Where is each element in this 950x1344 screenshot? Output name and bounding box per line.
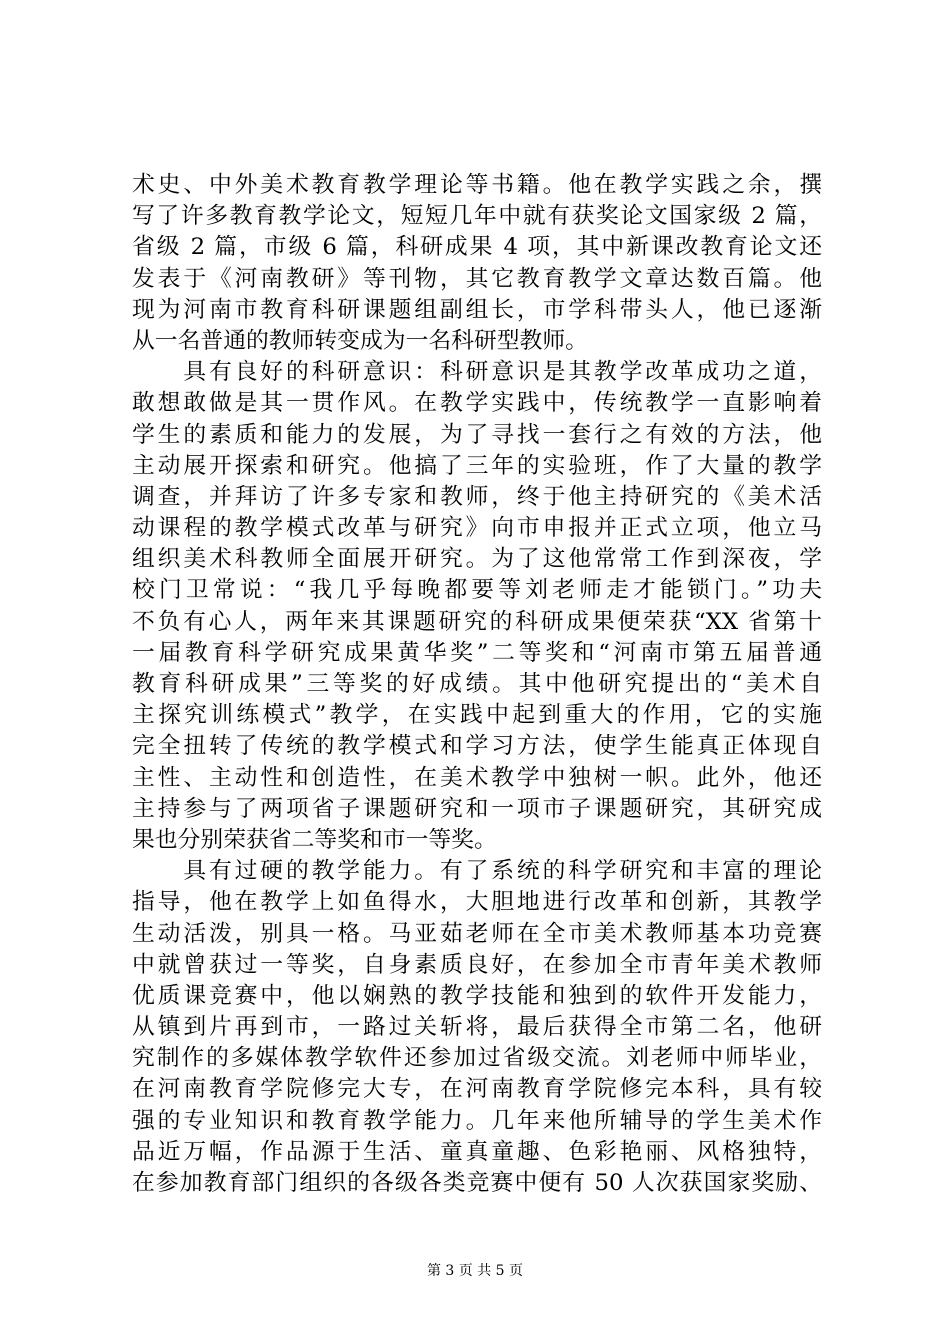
text-line: 校门卫常说：“我几乎每晚都要等刘老师走才能锁门。”功夫 bbox=[132, 577, 822, 604]
text-line: 主性、主动性和创造性，在美术教学中独树一帜。此外，他还 bbox=[132, 764, 822, 791]
text-line: 品近万幅，作品源于生活、童真童趣、色彩艳丽、风格独特， bbox=[132, 1138, 822, 1165]
text-line: 敢想敢做是其一贯作风。在教学实践中，传统教学一直影响着 bbox=[132, 390, 822, 417]
text-line: 动课程的教学模式改革与研究》向市申报并正式立项，他立马 bbox=[132, 515, 822, 542]
text-line: 生动活泼，别具一格。马亚茹老师在全市美术教师基本功竞赛 bbox=[132, 920, 822, 947]
text-line: 不负有心人，两年来其课题研究的科研成果便荣获“XX 省第十 bbox=[132, 608, 822, 635]
text-line: 优质课竞赛中，他以娴熟的教学技能和独到的软件开发能力， bbox=[132, 982, 822, 1009]
text-line: 在河南教育学院修完大专，在河南教育学院修完本科，具有较 bbox=[132, 1076, 822, 1103]
text-line: 主动展开探索和研究。他搞了三年的实验班，作了大量的教学 bbox=[132, 452, 822, 479]
text-line: 在参加教育部门组织的各级各类竞赛中便有 50 人次获国家奖励、 bbox=[132, 1170, 822, 1196]
text-line: 强的专业知识和教育教学能力。几年来他所辅导的学生美术作 bbox=[132, 1107, 822, 1134]
text-line: 发表于《河南教研》等刊物，其它教育教学文章达数百篇。他 bbox=[132, 265, 822, 292]
text-line: 教育科研成果”三等奖的好成绩。其中他研究提出的“美术自 bbox=[132, 671, 822, 697]
text-line: 从一名普通的教师转变成为一名科研型教师。 bbox=[132, 327, 588, 354]
text-line: 调查，并拜访了许多专家和教师，终于他主持研究的《美术活 bbox=[132, 483, 822, 510]
text-line: 主探究训练模式”教学，在实践中起到重大的作用，它的实施 bbox=[132, 702, 822, 729]
text-line: 一届教育科学研究成果黄华奖”二等奖和“河南市第五届普通 bbox=[132, 639, 822, 666]
page-footer: 第 3 页 共 5 页 bbox=[426, 1263, 524, 1279]
text-line: 具有过硬的教学能力。有了系统的科学研究和丰富的理论 bbox=[132, 858, 822, 885]
text-line: 究制作的多媒体教学软件还参加过省级交流。刘老师中师毕业， bbox=[132, 1045, 822, 1072]
text-line: 主持参与了两项省子课题研究和一项市子课题研究，其研究成 bbox=[132, 795, 822, 822]
text-line: 写了许多教育教学论文，短短几年中就有获奖论文国家级 2 篇， bbox=[132, 203, 822, 230]
text-line: 学生的素质和能力的发展，为了寻找一套行之有效的方法，他 bbox=[132, 421, 822, 448]
text-line: 组织美术科教师全面展开研究。为了这他常常工作到深夜，学 bbox=[132, 546, 822, 573]
text-line: 果也分别荣获省二等奖和市一等奖。 bbox=[132, 826, 497, 853]
text-line: 完全扭转了传统的教学模式和学习方法，使学生能真正体现自 bbox=[132, 733, 822, 760]
text-line: 术史、中外美术教育教学理论等书籍。他在教学实践之余，撰 bbox=[132, 172, 822, 198]
text-line: 中就曾获过一等奖，自身素质良好，在参加全市青年美术教师 bbox=[132, 951, 822, 978]
text-line: 省级 2 篇，市级 6 篇，科研成果 4 项，其中新课改教育论文还 bbox=[132, 234, 822, 261]
text-line: 具有良好的科研意识：科研意识是其教学改革成功之道， bbox=[132, 359, 822, 386]
text-line: 指导，他在教学上如鱼得水，大胆地进行改革和创新，其教学 bbox=[132, 889, 822, 916]
body-text bbox=[132, 170, 822, 1199]
text-line: 现为河南市教育科研课题组副组长，市学科带头人，他已逐渐 bbox=[132, 296, 822, 323]
text-line: 从镇到片再到市，一路过关斩将，最后获得全市第二名，他研 bbox=[132, 1014, 822, 1041]
